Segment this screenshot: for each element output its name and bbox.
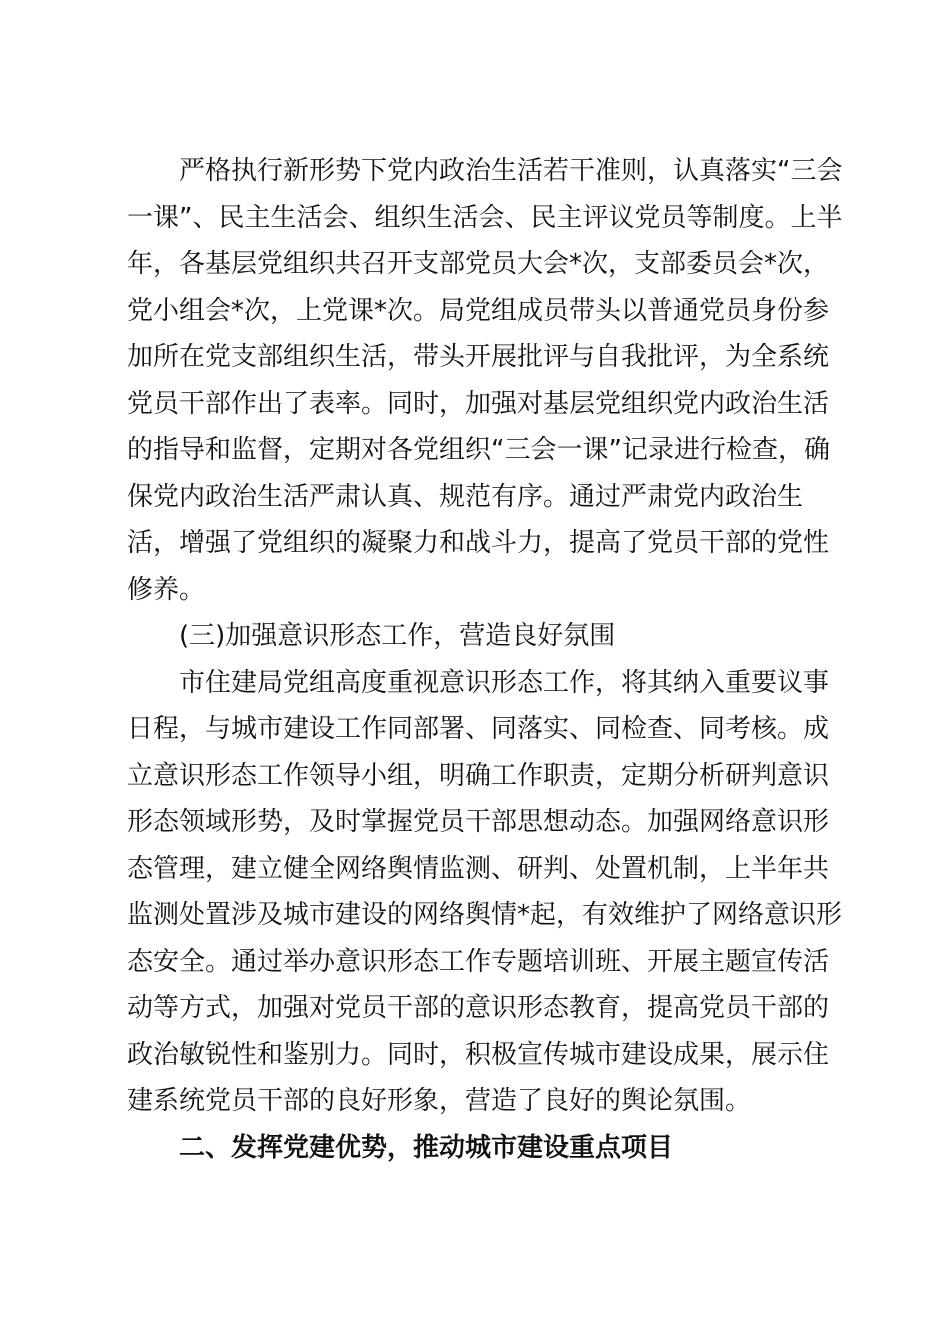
paragraph-line: 监测处置涉及城市建设的网络舆情*起，有效维护了网络意识形 (127, 900, 843, 930)
paragraph-line: 活，增强了党组织的凝聚力和战斗力，提高了党员干部的党性 (127, 528, 830, 558)
paragraph-line: 态管理，建立健全网络舆情监测、研判、处置机制，上半年共 (127, 853, 830, 884)
paragraph-line: 立意识形态工作领导小组，明确工作职责，定期分析研判意识 (127, 760, 830, 791)
paragraph-line: 年，各基层党组织共召开支部党员大会*次，支部委员会*次， (127, 249, 830, 279)
paragraph-line: 形态领域形势，及时掌握党员干部思想动态。加强网络意识形 (127, 807, 830, 837)
paragraph-line: 严格执行新形势下党内政治生活若干准则，认真落实“三会 (179, 156, 843, 186)
paragraph-line: 党员干部作出了表率。同时，加强对基层党组织党内政治生活 (127, 388, 830, 419)
paragraph-line: 动等方式，加强对党员干部的意识形态教育，提高党员干部的 (127, 993, 830, 1023)
paragraph-line: 修养。 (127, 574, 206, 605)
paragraph-line: 保党内政治生活严肃认真、规范有序。通过严肃党内政治生 (127, 481, 804, 512)
paragraph-party-life (127, 148, 843, 613)
paragraph-line: 加所在党支部组织生活，带头开展批评与自我批评，为全系统 (127, 342, 830, 372)
document-body (127, 148, 843, 1171)
subheading-ideology: (三)加强意识形态工作，营造良好氛围 (179, 621, 616, 651)
paragraph-line: 日程，与城市建设工作同部署、同落实、同检查、同考核。成 (127, 714, 830, 744)
paragraph-line: 的指导和监督，定期对各党组织“三会一课”记录进行检查，确 (127, 435, 830, 465)
paragraph-line: 党小组会*次，上党课*次。局党组成员带头以普通党员身份参 (127, 295, 830, 326)
paragraph-line: 一课”、民主生活会、组织生活会、民主评议党员等制度。上半 (127, 202, 843, 233)
paragraph-line: 市住建局党组高度重视意识形态工作，将其纳入重要议事 (179, 667, 830, 698)
section-heading: 二、发挥党建优势，推动城市建设重点项目 (179, 1132, 674, 1163)
paragraph-line: 政治敏锐性和鉴别力。同时，积极宣传城市建设成果，展示住 (127, 1039, 830, 1070)
paragraph-line: 建系统党员干部的良好形象，营造了良好的舆论氛围。 (127, 1086, 752, 1116)
paragraph-ideology (127, 660, 843, 1125)
paragraph-line: 态安全。通过举办意识形态工作专题培训班、开展主题宣传活 (127, 946, 830, 977)
